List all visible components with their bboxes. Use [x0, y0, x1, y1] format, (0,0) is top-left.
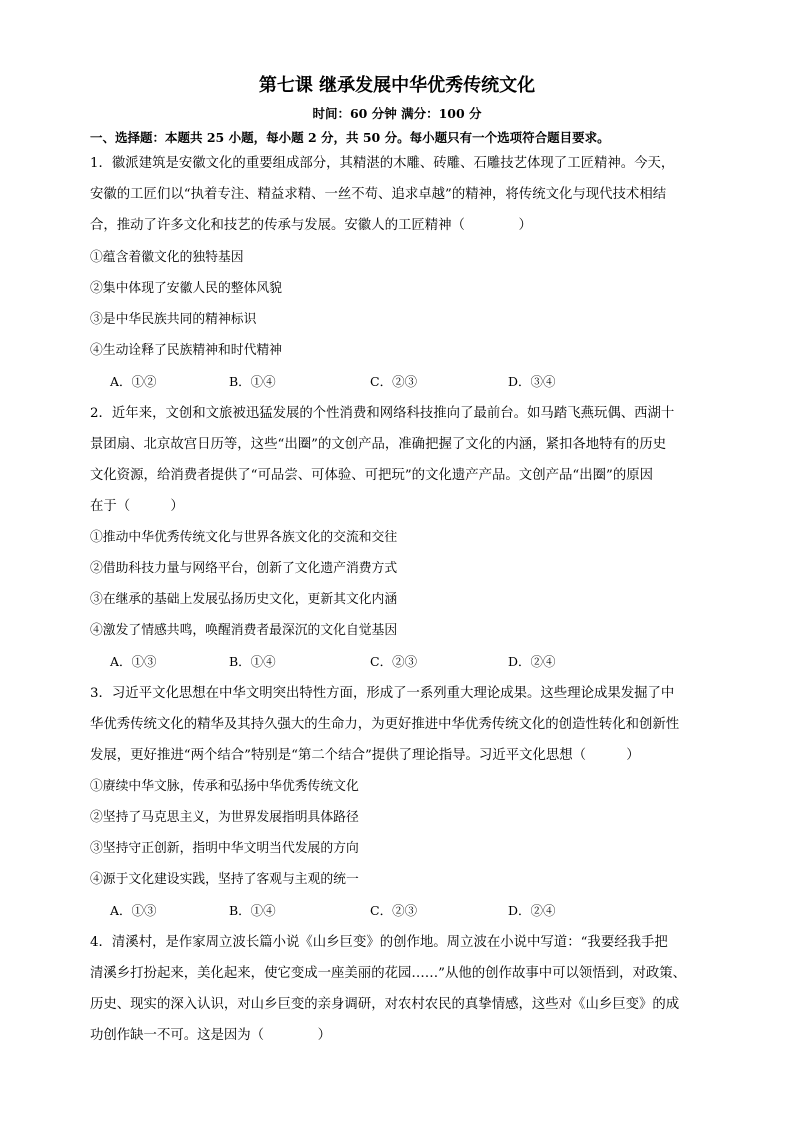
question-3-statement-4: ④源于文化建设实践，坚持了客观与主观的统一 [90, 872, 359, 887]
question-3-statement-3: ③坚持守正创新，指明中华文明当代发展的方向 [90, 841, 359, 856]
question-3-choices [90, 903, 710, 919]
question-3-choice-b[interactable]: B．①④ [229, 903, 276, 918]
question-3-line-2: 华优秀传统文化的精华及其持久强大的生命力，为更好推进中华优秀传统文化的创造性转化和创新性 [90, 717, 680, 732]
question-4-line-4: 功创作缺一不可。这是因为（ ） [90, 1028, 332, 1043]
question-2-line-2: 景团扇、北京故宫日历等，这些“出圈”的文创产品，准确把握了文化的内涵，紧扣各地特有的历史 [90, 437, 667, 452]
question-1-statement-2: ②集中体现了安徽人民的整体风貌 [90, 281, 282, 296]
question-4-stem [90, 927, 710, 1051]
question-2-statement-1: ①推动中华优秀传统文化与世界各族文化的交流和交往 [90, 530, 398, 545]
question-2-choice-a[interactable]: A．①③ [110, 654, 157, 669]
question-1-choices [90, 374, 710, 390]
section-heading: 一、选择题：本题共 25 小题，每小题 2 分，共 50 分。每小题只有一个选项符合题目要求。 [90, 130, 610, 145]
question-2-statement-4: ④激发了情感共鸣，唤醒消费者最深沉的文化自觉基因 [90, 623, 398, 638]
question-1-stem [90, 148, 710, 241]
question-3-line-3: 发展，更好推进“两个结合”特别是“第二个结合”提供了理论指导。习近平文化思想（ ） [90, 748, 640, 763]
question-2-choices [90, 654, 710, 670]
question-1-choice-a[interactable]: A．①② [110, 374, 157, 389]
question-3-choice-c[interactable]: C．②③ [370, 903, 418, 918]
question-4-line-3: 历史、现实的深入认识，对山乡巨变的亲身调研，对农村农民的真挚情感，这些对《山乡巨变》的成 [90, 997, 680, 1012]
question-2-stem [90, 398, 710, 522]
question-1-statement-3: ③是中华民族共同的精神标识 [90, 312, 257, 327]
question-3-stem [90, 678, 710, 771]
question-2-choice-b[interactable]: B．①④ [229, 654, 276, 669]
question-4-line-2: 清溪乡打扮起来，美化起来，使它变成一座美丽的花园……”从他的创作故事中可以领悟到，对政策、 [90, 966, 687, 981]
question-3-statement-1: ①赓续中华文脉，传承和弘扬中华优秀传统文化 [90, 779, 359, 794]
question-1-line-1: 1．徽派建筑是安徽文化的重要组成部分，其精湛的木雕、砖雕、石雕技艺体现了工匠精神。今天， [90, 156, 675, 171]
question-1-statement-1: ①蕴含着徽文化的独特基因 [90, 250, 244, 265]
question-3-line-1: 3．习近平文化思想在中华文明突出特性方面，形成了一系列重大理论成果。这些理论成果发掘了中 [90, 686, 675, 701]
question-3-statement-2: ②坚持了马克思主义，为世界发展指明具体路径 [90, 810, 359, 825]
question-1-line-3: 合，推动了许多文化和技艺的传承与发展。安徽人的工匠精神（ ） [90, 218, 532, 233]
question-2-line-4: 在于（ ） [90, 499, 184, 514]
question-2-statement-3: ③在继承的基础上发展弘扬历史文化，更新其文化内涵 [90, 592, 398, 607]
question-1-choice-b[interactable]: B．①④ [229, 374, 276, 389]
exam-time-score: 时间：60 分钟 满分：100 分 [312, 106, 482, 121]
question-1-choice-c[interactable]: C．②③ [370, 374, 418, 389]
question-2-statement-2: ②借助科技力量与网络平台，创新了文化遗产消费方式 [90, 561, 398, 576]
question-1-choice-d[interactable]: D．③④ [508, 374, 556, 389]
question-2-line-1: 2．近年来，文创和文旅被迅猛发展的个性消费和网络科技推向了最前台。如马踏飞燕玩偶、西湖十 [90, 406, 675, 421]
question-3-choice-d[interactable]: D．②④ [508, 903, 556, 918]
question-1-line-2: 安徽的工匠们以“执着专注、精益求精、一丝不苟、追求卓越”的精神，将传统文化与现代技术相结 [90, 187, 667, 202]
question-2-choice-c[interactable]: C．②③ [370, 654, 418, 669]
question-2-line-3: 文化资源，给消费者提供了“可品尝、可体验、可把玩”的文化遗产产品。文创产品“出圈”的原因 [90, 468, 654, 483]
question-3-choice-a[interactable]: A．①③ [110, 903, 157, 918]
question-4-line-1: 4．清溪村，是作家周立波长篇小说《山乡巨变》的创作地。周立波在小说中写道：“我要经我手把 [90, 935, 668, 950]
page-title: 第七课 继承发展中华优秀传统文化 [258, 75, 536, 96]
question-1-statement-4: ④生动诠释了民族精神和时代精神 [90, 343, 282, 358]
question-2-choice-d[interactable]: D．②④ [508, 654, 556, 669]
